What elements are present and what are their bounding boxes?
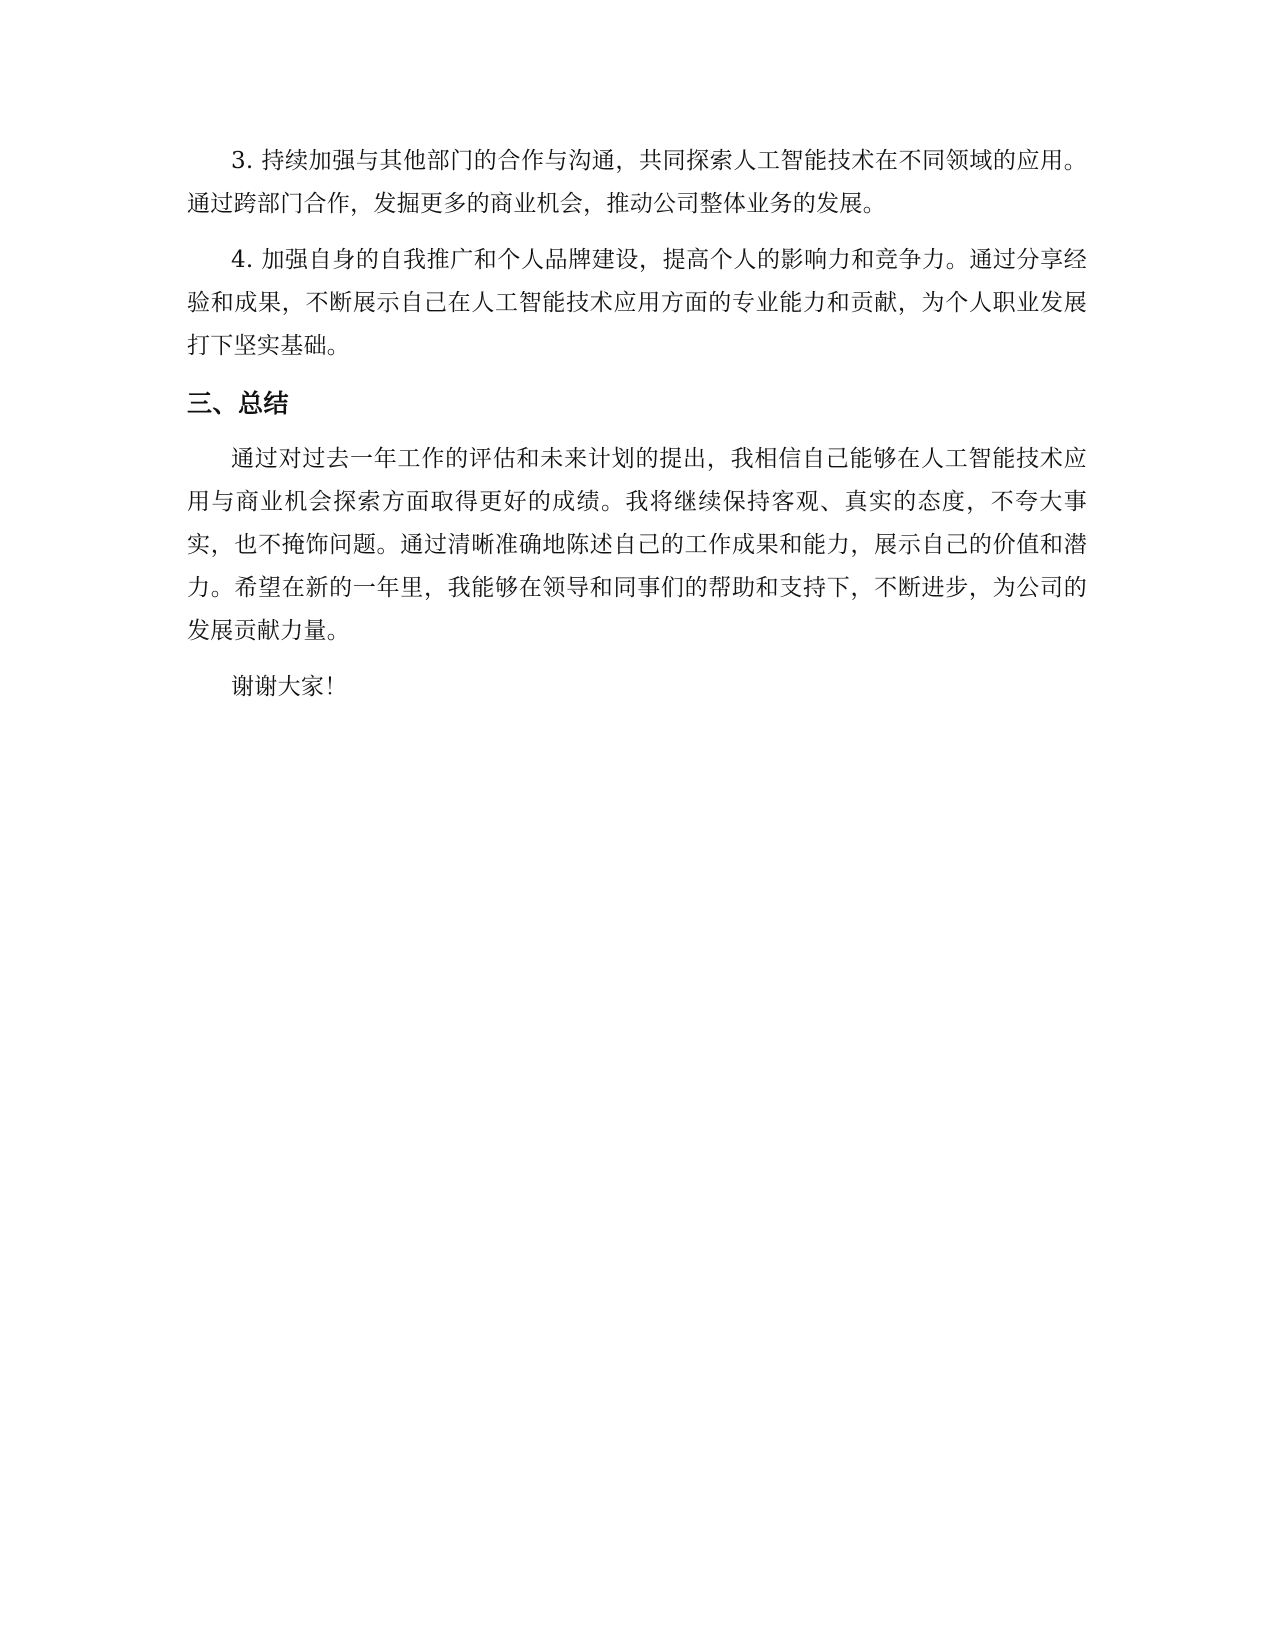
section-heading-summary: 三、总结 [187, 389, 290, 418]
paragraph-item-4: 4. 加强自身的自我推广和个人品牌建设，提高个人的影响力和竞争力。通过分享经验和成果，不断展示自己在人工智能技术应用方面的专业能力和贡献，为个人职业发展打下坚实基础。 [187, 247, 1087, 359]
paragraph-item-3: 3. 持续加强与其他部门的合作与沟通，共同探索人工智能技术在不同领域的应用。通过跨部门合作，发掘更多的商业机会，推动公司整体业务的发展。 [187, 148, 1087, 217]
document-body [187, 140, 1087, 709]
paragraph-closing: 谢谢大家！ [231, 674, 348, 700]
paragraph-summary: 通过对过去一年工作的评估和未来计划的提出，我相信自己能够在人工智能技术应用与商业机会探索方面取得更好的成绩。我将继续保持客观、真实的态度，不夸大事实，也不掩饰问题。通过清晰准确地陈述自己的工作成果和能力，展示自己的价值和潜力。希望在新的一年里，我能够在领导和同事们的帮助和支持下，不断进步，为公司的发展贡献力量。 [187, 446, 1087, 644]
